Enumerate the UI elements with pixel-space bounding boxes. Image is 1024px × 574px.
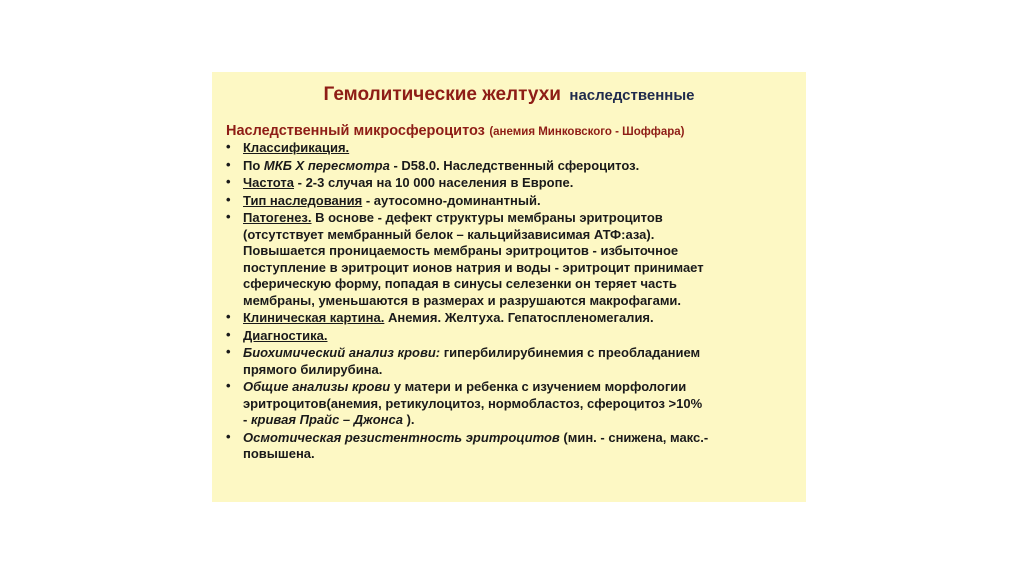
bullet-dot: •: [226, 428, 231, 444]
item-text: - аутосомно-доминантный.: [362, 192, 541, 208]
bullet-dot: •: [226, 309, 231, 324]
item-label: Общие анализы крови: [243, 379, 391, 394]
item-line: (мин. - снижена, макс.-: [559, 429, 709, 445]
title-main: Гемолитические желтухи: [323, 84, 561, 105]
list-item: [226, 310, 796, 327]
item-dash: -: [243, 412, 251, 427]
item-line: эритроцитов(анемия, ретикулоцитоз, нормобластоз, сфероцитоз >10%: [243, 395, 703, 411]
item-line: В основе - дефект структуры мембраны эритроцитов: [311, 210, 663, 225]
item-text: Анемия. Желтуха. Гепатоспленомегалия.: [384, 310, 654, 325]
item-line: (отсутствует мембранный белок – кальцийзависимая АТФ:аза).: [243, 226, 655, 242]
list-item: [226, 345, 796, 378]
item-tail: ).: [402, 412, 415, 427]
list-item: [226, 193, 796, 210]
bullet-dot: •: [226, 174, 231, 189]
subtitle-main: Наследственный микросфероцитоз: [226, 123, 485, 139]
list-item: [226, 158, 796, 175]
item-text: - D58.0. Наследственный сфероцитоз.: [389, 157, 640, 173]
item-label: Диагностика.: [243, 327, 328, 343]
item-label: Тип наследования: [243, 192, 363, 208]
item-label: Биохимический анализ крови:: [243, 345, 441, 360]
slide-title: [212, 84, 806, 106]
item-line: сферическую форму, попадая в синусы селезенки он теряет часть: [243, 276, 677, 291]
list-item: [226, 328, 796, 345]
item-line: мембраны, уменьшаются в размерах и разрушаются макрофагами.: [243, 292, 682, 308]
list-item: [226, 210, 796, 309]
item-line: гипербилирубинемия с преобладанием: [440, 345, 701, 360]
item-prefix: По: [243, 157, 264, 173]
item-label: Классификация.: [243, 140, 350, 155]
bullet-dot: •: [226, 139, 231, 154]
bullet-dot: •: [226, 209, 231, 224]
bullet-dot: •: [226, 344, 231, 359]
item-text: - 2-3 случая на 10 000 населения в Европе.: [294, 175, 574, 190]
item-label: МКБ Х пересмотра: [263, 157, 390, 173]
item-line: поступление в эритроцит ионов натрия и воды - эритроцит принимает: [243, 259, 704, 275]
list-item: [226, 379, 796, 429]
slide-subtitle: [226, 122, 685, 140]
item-label: Клиническая картина.: [243, 310, 385, 325]
bullet-dot: •: [226, 191, 231, 207]
list-item: [226, 175, 796, 192]
item-label: Частота: [243, 175, 295, 190]
slide: [212, 72, 806, 502]
list-item: [226, 140, 796, 157]
item-line: у матери и ребенка с изучением морфологии: [390, 379, 687, 394]
item-tail-label: кривая Прайс – Джонса: [250, 412, 403, 427]
item-label: Осмотическая резистентность эритроцитов: [243, 429, 560, 445]
item-line: повышена.: [243, 446, 315, 461]
bullet-list: [226, 140, 796, 464]
list-item: [226, 430, 796, 463]
bullet-dot: •: [226, 156, 231, 172]
title-suffix: наследственные: [569, 87, 695, 104]
bullet-dot: •: [226, 326, 231, 342]
bullet-dot: •: [226, 378, 231, 393]
item-line: Повышается проницаемость мембраны эритроцитов - избыточное: [243, 243, 679, 258]
item-label: Патогенез.: [243, 210, 312, 225]
subtitle-paren: (анемия Минковского - Шоффара): [489, 126, 685, 138]
item-line: прямого билирубина.: [243, 361, 383, 377]
